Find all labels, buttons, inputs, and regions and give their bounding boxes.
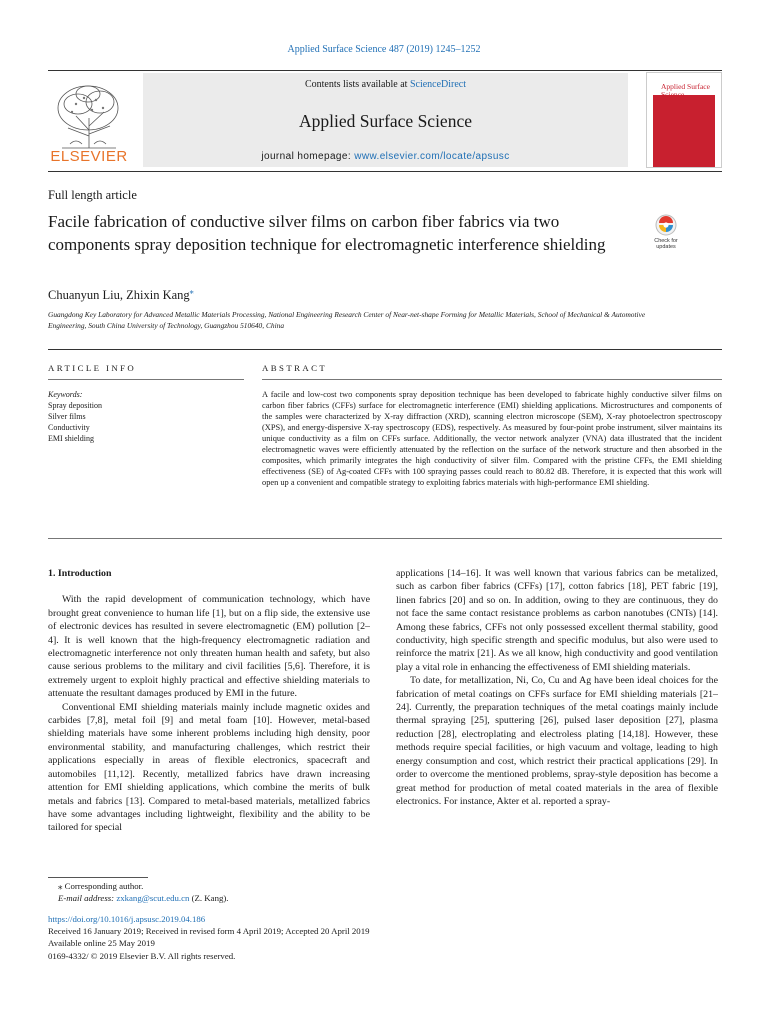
homepage-line xyxy=(143,151,628,162)
author-list xyxy=(48,287,194,303)
keyword-item: Silver films xyxy=(48,412,86,421)
body-paragraph: applications [14–16]. It was well known that various fabrics can be metalized, such as carbon fiber fabrics (CFFs) [17], cotton fabrics [18], PET fabric [19], linen fabrics [20] and so on. In addition, owing to they are continuous, they do not face the same contact resistance problems as carbon nanotubes (CNTs) [14]. Among these fabrics, CFFs not only possessed excellent thermal stability, good conductivity, high specific strength and specific modulus, but also were used to reinforce the matrix [21]. As we all know, high conductivity and good ventilation play a vital role in enhancing the effectiveness of EMI shielding materials. xyxy=(396,568,718,673)
available-online: Available online 25 May 2019 xyxy=(48,938,155,949)
cover-red-panel xyxy=(653,95,715,167)
author-affiliation: Guangdong Key Laboratory for Advanced Metallic Materials Processing, National Engineering Research Center of Near-net-shape Forming for Metallic Materials, School of Mechanical & Automotive Engineering, South China University of Technology, Guangzhou 510640, China xyxy=(48,310,646,330)
body-column-left xyxy=(48,567,370,835)
email-link[interactable]: zxkang@scut.edu.cn xyxy=(116,893,190,903)
corresponding-author-mark[interactable]: ⁎ xyxy=(189,287,194,296)
article-title: Facile fabrication of conductive silver films on carbon fiber fabrics via two components spray deposition technique for electromagnetic interference shielding xyxy=(48,212,606,254)
corresponding-author-note: ⁎ Corresponding author. xyxy=(58,881,144,891)
keyword-item: Spray deposition xyxy=(48,401,102,410)
keyword-item: EMI shielding xyxy=(48,434,94,443)
abstract-heading: ABSTRACT xyxy=(262,363,328,373)
homepage-link[interactable]: www.elsevier.com/locate/apsusc xyxy=(354,151,510,162)
abstract-end-rule xyxy=(48,538,722,539)
journal-banner xyxy=(143,73,628,167)
article-info-heading: ARTICLE INFO xyxy=(48,363,137,373)
received-dates: Received 16 January 2019; Received in revised form 4 April 2019; Accepted 20 April 2019 xyxy=(48,926,370,937)
body-paragraph: With the rapid development of communication technology, which have brought great convenience to human life [1], but on a flip side, the extensive use of electronic devices has resulted in severe electromagnetic (EM) pollution [2–4]. It is well known that the high-frequency electromagnetic radiation and electromagnetic interference not only threaten human health and safety, but also cause serious problems to the military and civil facilities [5,6]. Therefore, it is extremely urgent to exploit highly practical and effective shielding materials to attenuate the resultant damages produced by EMI in the future. xyxy=(48,594,370,700)
check-for-updates-label: Check for updates xyxy=(654,238,678,250)
keywords-label: Keywords: xyxy=(48,390,83,399)
check-for-updates-badge[interactable] xyxy=(646,213,686,253)
journal-name: Applied Surface Science xyxy=(299,111,472,131)
body-paragraph: To date, for metallization, Ni, Co, Cu and Ag have been ideal choices for the fabrication of metal coatings on CFFs surface for EMI shielding materials [21–24]. Currently, the preparation techniques of the metal coatings mainly include thermal spraying [25], sputtering [26], pulsed laser deposition [27], plasma reduction [28], electroplating and electroless plating [14,18]. However, these methods require special facilities, or high vacuum and voltage, leading to high energy consumption and cost, which restrict their practical applications [29]. In order to overcome the mentioned problems, spray-style deposition has become a great method for production of metal coated materials in the area of flexible electronics. For instance, Akter et al. reported a spray- xyxy=(396,675,718,807)
journal-header xyxy=(48,70,722,172)
author-names: Chuanyun Liu, Zhixin Kang xyxy=(48,288,190,303)
homepage-prefix: journal homepage: xyxy=(261,151,355,162)
crossmark-icon xyxy=(646,213,686,239)
header-rule-bottom xyxy=(48,171,722,172)
email-line xyxy=(48,892,370,904)
journal-cover-thumbnail[interactable] xyxy=(646,72,722,168)
corresponding-footnote xyxy=(48,880,370,904)
contents-line xyxy=(143,79,628,90)
body-paragraph: Conventional EMI shielding materials mainly include magnetic oxides and carbides [7,8], metal foil [9] and metal foam [10]. However, metal-based shielding materials have some inherent problems including high density, poor environmental stability, and manufacturing challenges, which restrict their applications especially in areas of flexible electronics, spacecraft and automobiles [11,12]. Recently, metallized fabrics have drawn increasing attention for EMI shielding applications, which combine the merits of bulk metals and fabrics [13]. Compared to metal-based materials, metallized fabrics have some advantages including lightweight, flexibility and the ability to be tailored for special xyxy=(48,701,370,834)
publication-info xyxy=(48,913,508,962)
cover-title: Applied Surface Science xyxy=(661,82,710,99)
email-suffix: (Z. Kang). xyxy=(189,893,229,903)
section-rule xyxy=(48,349,722,350)
keywords-block xyxy=(48,389,244,444)
elsevier-logo-text: ELSEVIER xyxy=(50,148,128,165)
abstract-rule xyxy=(262,379,722,380)
section-heading-introduction: 1. Introduction xyxy=(48,568,112,579)
body-column-right xyxy=(396,567,718,808)
article-type: Full length article xyxy=(48,188,137,202)
sciencedirect-link[interactable]: ScienceDirect xyxy=(409,79,467,90)
abstract-text: A facile and low-cost two components spray deposition technique has been developed to fabricate highly conductive silver films on carbon fiber fabrics (CFFs) surface for electromagnetic interference (EMI) shielding applications. Microstructures and components of the samples were characterized by X-ray diffraction (XRD), scanning electron microscope (SEM), X-ray photoelectron spectroscopy (XPS), and energy-dispersive X-ray spectroscopy (EDS), respectively. As measured by four-point probe instrument, silver maintains its unique conductivity as a film on CFFs surface. Additionally, the vector network analyzer (VNA) data illustrated that the incident electromagnetic waves were efficiently attenuated by the reflection on the surface of the network structure and then absorbed in the composites, which primarily integrates the high conductivity of silver film. Compared with the pristine CFFs, the EMI shielding effectiveness (SE) of Ag-coated CFFs with 100 spraying passes could reach to 80.82 dB. Therefore, it is expected that this work will open up a convenient and compatible strategy to exploiting fabrics materials with high-performance EMI shielding. xyxy=(262,390,722,488)
footnote-rule xyxy=(48,877,148,878)
email-label: E-mail address: xyxy=(58,893,117,903)
contents-prefix: Contents lists available at xyxy=(304,79,410,90)
copyright: 0169-4332/ © 2019 Elsevier B.V. All rights reserved. xyxy=(48,950,236,961)
doi-link[interactable]: https://doi.org/10.1016/j.apsusc.2019.04.186 xyxy=(48,914,206,924)
article-info-rule xyxy=(48,379,244,380)
header-rule-top xyxy=(48,70,722,71)
keyword-item: Conductivity xyxy=(48,423,90,432)
journal-citation[interactable]: Applied Surface Science 487 (2019) 1245–1252 xyxy=(287,44,481,55)
